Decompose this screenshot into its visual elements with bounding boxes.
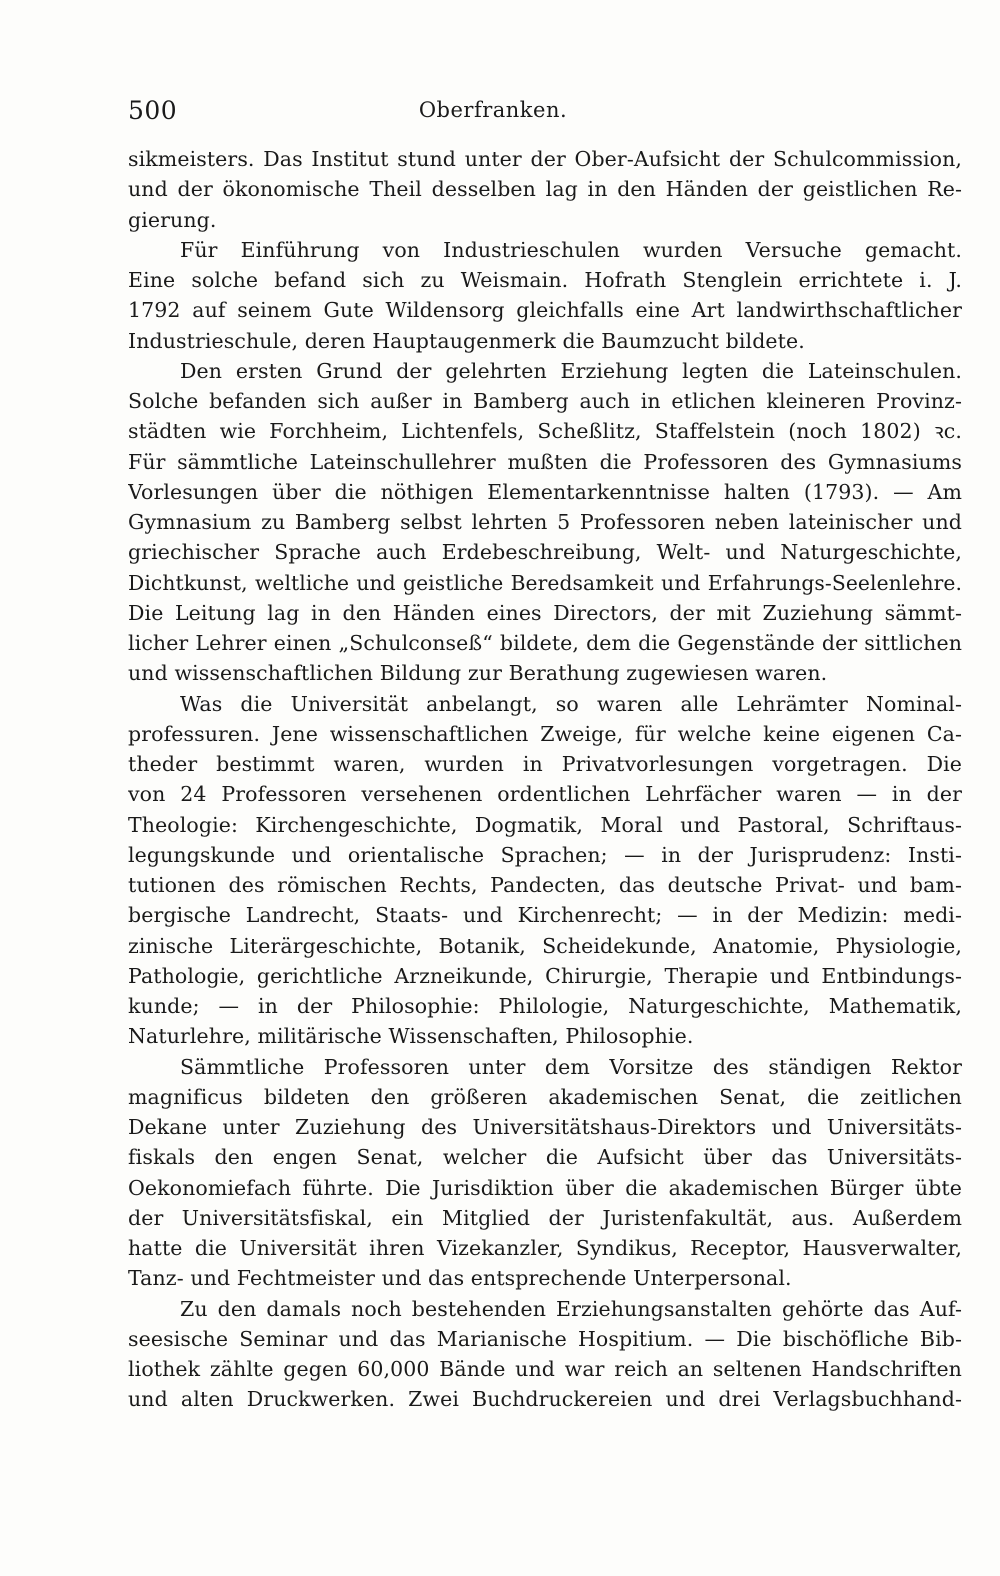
text-line: gierung.	[128, 207, 217, 232]
body-text	[128, 144, 962, 1415]
text-line: von 24 Professoren versehenen ordentlichen Lehrfächer waren — in der	[128, 782, 962, 807]
page-header	[128, 96, 858, 128]
text-line: fiskals den engen Senat, welcher die Aufsicht über das Universitäts-	[128, 1145, 962, 1170]
text-line: griechischer Sprache auch Erdebeschreibung, Welt- und Naturgeschichte,	[128, 540, 962, 565]
text-line: Pathologie, gerichtliche Arzneikunde, Chirurgie, Therapie und Entbindungs-	[128, 963, 962, 988]
text-line: der Universitätsfiskal, ein Mitglied der Juristenfakultät, aus. Außerdem	[128, 1205, 962, 1230]
text-line: professuren. Jene wissenschaftlichen Zweige, für welche keine eigenen Ca-	[128, 721, 962, 746]
text-line: Theologie: Kirchengeschichte, Dogmatik, Moral und Pastoral, Schriftaus-	[128, 812, 962, 837]
text-line: und wissenschaftlichen Bildung zur Berathung zugewiesen waren.	[128, 661, 828, 686]
text-line: sikmeisters. Das Institut stund unter der Ober-Aufsicht der Schulcommission,	[128, 147, 962, 171]
text-line: und alten Druckwerken. Zwei Buchdruckereien und drei Verlagsbuchhand-	[128, 1387, 962, 1412]
text-line: seesische Seminar und das Marianische Hospitium. — Die bischöfliche Bib-	[128, 1326, 962, 1351]
text-line: theder bestimmt waren, wurden in Privatvorlesungen vorgetragen. Die	[128, 752, 962, 776]
text-line: Solche befanden sich außer in Bamberg auch in etlichen kleineren Provinz-	[128, 389, 962, 413]
text-line: legungskunde und orientalische Sprachen; — in der Jurisprudenz: Insti-	[128, 842, 962, 867]
text-line: magnificus bildeten den größeren akademischen Senat, die zeitlichen	[128, 1084, 962, 1109]
text-line: kunde; — in der Philosophie: Philologie, Naturgeschichte, Mathematik,	[128, 994, 962, 1018]
page-number: 500	[128, 96, 178, 125]
text-line: Eine solche befand sich zu Weismain. Hofrath Stenglein errichtete i. J.	[128, 268, 962, 292]
text-line: und der ökonomische Theil desselben lag in den Händen der geistlichen Re-	[128, 177, 962, 202]
text-line: Die Leitung lag in den Händen eines Directors, der mit Zuziehung sämmt-	[128, 600, 962, 625]
text-line: Was die Universität anbelangt, so waren alle Lehrämter Nominal-	[180, 691, 962, 716]
running-title: Oberfranken.	[418, 98, 568, 122]
text-line: liothek zählte gegen 60,000 Bände und war reich an seltenen Handschriften	[128, 1357, 962, 1381]
text-line: Sämmtliche Professoren unter dem Vorsitze des ständigen Rektor	[180, 1054, 962, 1079]
text-line: Industrieschule, deren Hauptaugenmerk die Baumzucht bildete.	[128, 328, 805, 353]
text-line: Oekonomiefach führte. Die Jurisdiktion über die akademischen Bürger übte	[128, 1175, 962, 1200]
text-line: Naturlehre, militärische Wissenschaften, Philosophie.	[128, 1024, 694, 1049]
text-line: zinische Literärgeschichte, Botanik, Scheidekunde, Anatomie, Physiologie,	[128, 933, 962, 958]
text-line: Für Einführung von Industrieschulen wurden Versuche gemacht.	[180, 237, 962, 262]
text-line: Den ersten Grund der gelehrten Erziehung legten die Lateinschulen.	[180, 358, 962, 383]
text-line: Für sämmtliche Lateinschullehrer mußten die Professoren des Gymnasiums	[128, 449, 962, 474]
text-line: Dichtkunst, weltliche und geistliche Beredsamkeit und Erfahrungs-Seelenlehre.	[128, 570, 962, 595]
text-line: Dekane unter Zuziehung des Universitätshaus-Direktors und Universitäts-	[128, 1115, 962, 1139]
text-line: Tanz- und Fechtmeister und das entsprechende Unterpersonal.	[128, 1266, 792, 1291]
text-line: 1792 auf seinem Gute Wildensorg gleichfalls eine Art landwirthschaftlicher	[128, 298, 962, 323]
text-line: städten wie Forchheim, Lichtenfels, Scheßlitz, Staffelstein (noch 1802) ꝛc.	[128, 419, 962, 444]
text-line: Gymnasium zu Bamberg selbst lehrten 5 Professoren neben lateinischer und	[128, 510, 962, 534]
text-line: hatte die Universität ihren Vizekanzler, Syndikus, Receptor, Hausverwalter,	[128, 1236, 962, 1260]
text-line: licher Lehrer einen „Schulconseß“ bildete, dem die Gegenstände der sittlichen	[128, 631, 962, 655]
text-line: Zu den damals noch bestehenden Erziehungsanstalten gehörte das Auf-	[180, 1296, 962, 1321]
text-line: bergische Landrecht, Staats- und Kirchenrecht; — in der Medizin: medi-	[128, 903, 962, 928]
text-line: Vorlesungen über die nöthigen Elementarkenntnisse halten (1793). — Am	[128, 479, 962, 504]
text-line: tutionen des römischen Rechts, Pandecten, das deutsche Privat- und bam-	[128, 873, 962, 897]
